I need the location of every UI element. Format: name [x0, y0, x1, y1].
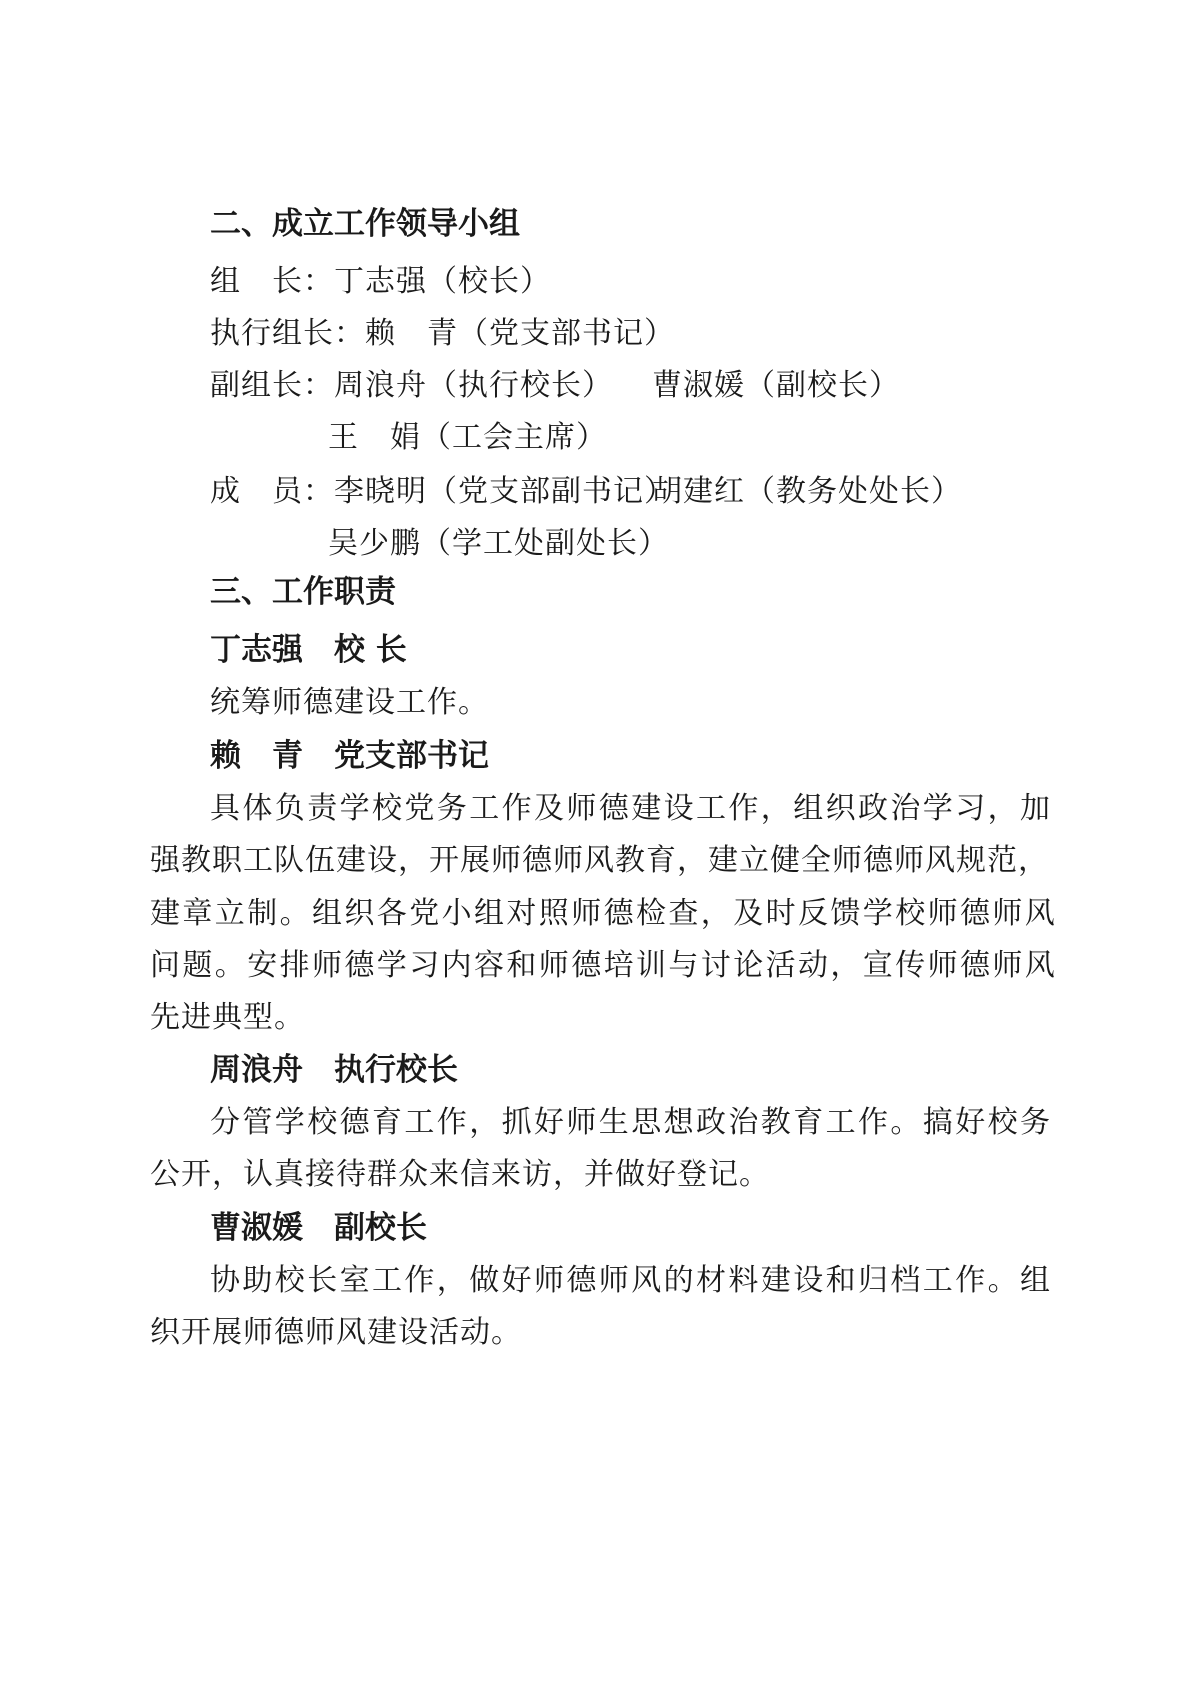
duty-text-line: 建章立制。组织各党小组对照师德检查，及时反馈学校师德师风 — [150, 896, 1058, 931]
members-second: 胡建红（教务处处长） — [652, 474, 962, 509]
section-heading-responsibilities: 三、工作职责 — [210, 574, 396, 610]
group-leader-line: 组 长：丁志强（校长） — [210, 264, 551, 299]
duty-text-line: 先进典型。 — [150, 1000, 305, 1035]
deputy-leader-third: 王 娟（工会主席） — [328, 420, 607, 455]
duty-text-line: 公开，认真接待群众来信来访，并做好登记。 — [150, 1157, 770, 1192]
section-heading-leadership-group: 二、成立工作领导小组 — [210, 206, 520, 242]
duty-text-line: 织开展师德师风建设活动。 — [150, 1315, 522, 1350]
duty-text-line: 协助校长室工作，做好师德师风的材料建设和归档工作。组 — [210, 1263, 1053, 1298]
exec-leader-line: 执行组长：赖 青（党支部书记） — [210, 316, 675, 351]
duty-text-line: 问题。安排师德学习内容和师德培训与讨论活动，宣传师德师风 — [150, 948, 1058, 983]
duty-text-line: 统筹师德建设工作。 — [210, 685, 489, 720]
duty-text-line: 分管学校德育工作，抓好师生思想政治教育工作。搞好校务 — [210, 1105, 1053, 1140]
duty-title-executive-principal: 周浪舟 执行校长 — [210, 1052, 458, 1088]
members-line: 成 员：李晓明（党支部副书记） — [210, 474, 675, 509]
duty-title-vice-principal: 曹淑媛 副校长 — [210, 1210, 427, 1246]
duty-title-party-secretary: 赖 青 党支部书记 — [210, 738, 489, 774]
deputy-leader-line: 副组长：周浪舟（执行校长） — [210, 368, 613, 403]
duty-text-line: 强教职工队伍建设，开展师德师风教育，建立健全师德师风规范， — [150, 843, 1049, 878]
members-third: 吴少鹏（学工处副处长） — [328, 526, 669, 561]
duty-text-line: 具体负责学校党务工作及师德建设工作，组织政治学习，加 — [210, 791, 1053, 826]
duty-title-principal: 丁志强 校 长 — [210, 632, 407, 668]
deputy-leader-second: 曹淑媛（副校长） — [652, 368, 900, 403]
